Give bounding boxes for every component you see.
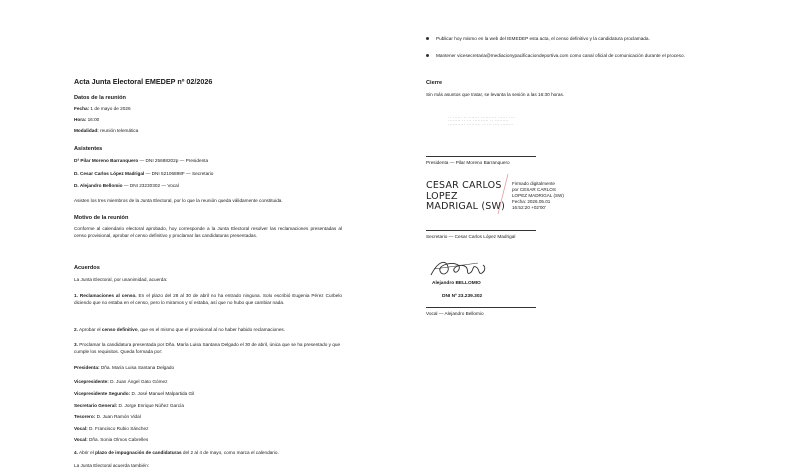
asistente-item: D. Alejandro Bellomio — DNI 23230302 — Vocal	[74, 183, 179, 188]
acuerdo-1: 1. Reclamaciones al censo. En el plazo del 28 al 30 de abril no ha entrado ninguna. Solo escribió Eugenia Pérez Curbelo diciendo que no estaba en el censo, pero lo miramos y sí estaba, así que no hubo que cambiar nada.	[74, 293, 342, 305]
signature-line-vocal	[426, 307, 536, 308]
modalidad-line: Modalidad: reunión telemática	[74, 128, 139, 133]
cargo-line: Vocal: Dña. Sonia Olmos Cabrelles	[74, 437, 149, 442]
cargo-line: Vicepresidente Segundo: D. José Manuel Malpartida Gil	[74, 391, 195, 396]
asistente-item: Dª Pilar Moreno Barranquero — DNI 25688202p — Presidenta	[74, 158, 209, 163]
acuerdos-also: La Junta Electoral acuerda también:	[74, 463, 150, 468]
hora-line: Hora: 16:00	[74, 117, 100, 122]
asistentes-note: Asisten los tres miembros de la Junta Electoral, por lo que la reunión queda válidamente constituida.	[74, 198, 283, 203]
vocal-dni: DNI Nº 23.239.302	[442, 294, 483, 299]
datos-heading: Datos de la reunión	[74, 95, 126, 101]
digital-signature-name: CESAR CARLOS LOPEZ MADRIGAL (SW)	[426, 180, 506, 212]
cierre-heading: Cierre	[426, 80, 443, 86]
vocal-caption: Vocal — Alejandro Bellomio	[426, 311, 484, 316]
cargo-line: Vicepresidente: D. Juan Ángel Gato Gómez	[74, 379, 168, 384]
cargo-line: Presidenta: Dña. María Luisa Santana Delgado	[74, 365, 175, 370]
acuerdo-4: 4. Abrir el plazo de impugnación de candidaturas del 2 al 4 de mayo, como marca el calendario.	[74, 450, 279, 455]
bullet-icon	[426, 54, 429, 57]
asistente-item: D. Cesar Carlos López Madrigal — DNI 52106898F — Secretario	[74, 171, 214, 176]
vocal-name: Alejandro BELLOMIO	[432, 281, 481, 286]
signature-stroke-icon	[496, 172, 510, 216]
acuerdo-2: 2. Aprobar el censo definitivo, que es el mismo que el provisional al no haber habido reclamaciones.	[74, 327, 286, 332]
digital-signature-info: Firmado digitalmente por CESAR CARLOS LOPEZ MADRIGAL (SW) Fecha: 2026.05.01 16:52:20 +02'00'	[512, 181, 564, 210]
secretario-caption: Secretario — Cesar Carlos López Madrigal	[426, 234, 516, 239]
motivo-text: Conforme al calendario electoral aprobado, hoy corresponde a la Junta Electoral resolver las reclamaciones presentadas al censo provisional, aprobar el censo definitivo y proclamar las candidaturas presentadas.	[74, 226, 342, 238]
motivo-heading: Motivo de la reunión	[74, 215, 129, 221]
fecha-line: Fecha: 1 de mayo de 2026	[74, 106, 131, 111]
acuerdos-heading: Acuerdos	[74, 265, 100, 271]
cargo-line: Secretario General: D. Jorge Enrique Núñez García	[74, 403, 184, 408]
acuerdos-intro: La Junta Electoral, por unanimidad, acuerda:	[74, 277, 168, 282]
bullet-icon	[426, 37, 429, 40]
handwritten-signature-image	[428, 255, 490, 281]
signature-line-presidenta	[426, 156, 536, 157]
asistentes-heading: Asistentes	[74, 146, 103, 152]
presidenta-caption: Presidenta — Pilar Moreno Barranquero	[426, 160, 510, 165]
signature-stamp-image: ·· ······ ·· ······· ·········· ······ ···· ········ ·· ··· ·········· ·· ········· ··········· ········· ·· ··· ···· ········	[448, 116, 515, 126]
bullet-item: Publicar hoy mismo en la web del IEMEDEP esta acta, el censo definitivo y la candidatura proclamada.	[426, 35, 726, 49]
signature-line-secretario	[426, 230, 536, 231]
document-title: Acta Junta Electoral EMEDEP nº 02/2026	[74, 77, 213, 86]
cargo-line: Tesorero: D. Juan Ramón Vidal	[74, 414, 141, 419]
bullet-item: Mantener vicesecretaria@mediacionypacificaciondeportiva.com como canal oficial de comunicación durante el proceso.	[426, 52, 726, 66]
cargo-line: Vocal: D. Francisco Rubio Sánchez	[74, 426, 149, 431]
cierre-text: Sin más asuntos que tratar, se levanta la sesión a las 16:30 horas.	[426, 92, 565, 97]
acuerdo-3: 3. Proclamar la candidatura presentada por Dña. María Luisa Santana Delgado el 30 de abril, única que se ha presentado y que cumple los requisitos. Queda formada por:	[74, 342, 341, 354]
